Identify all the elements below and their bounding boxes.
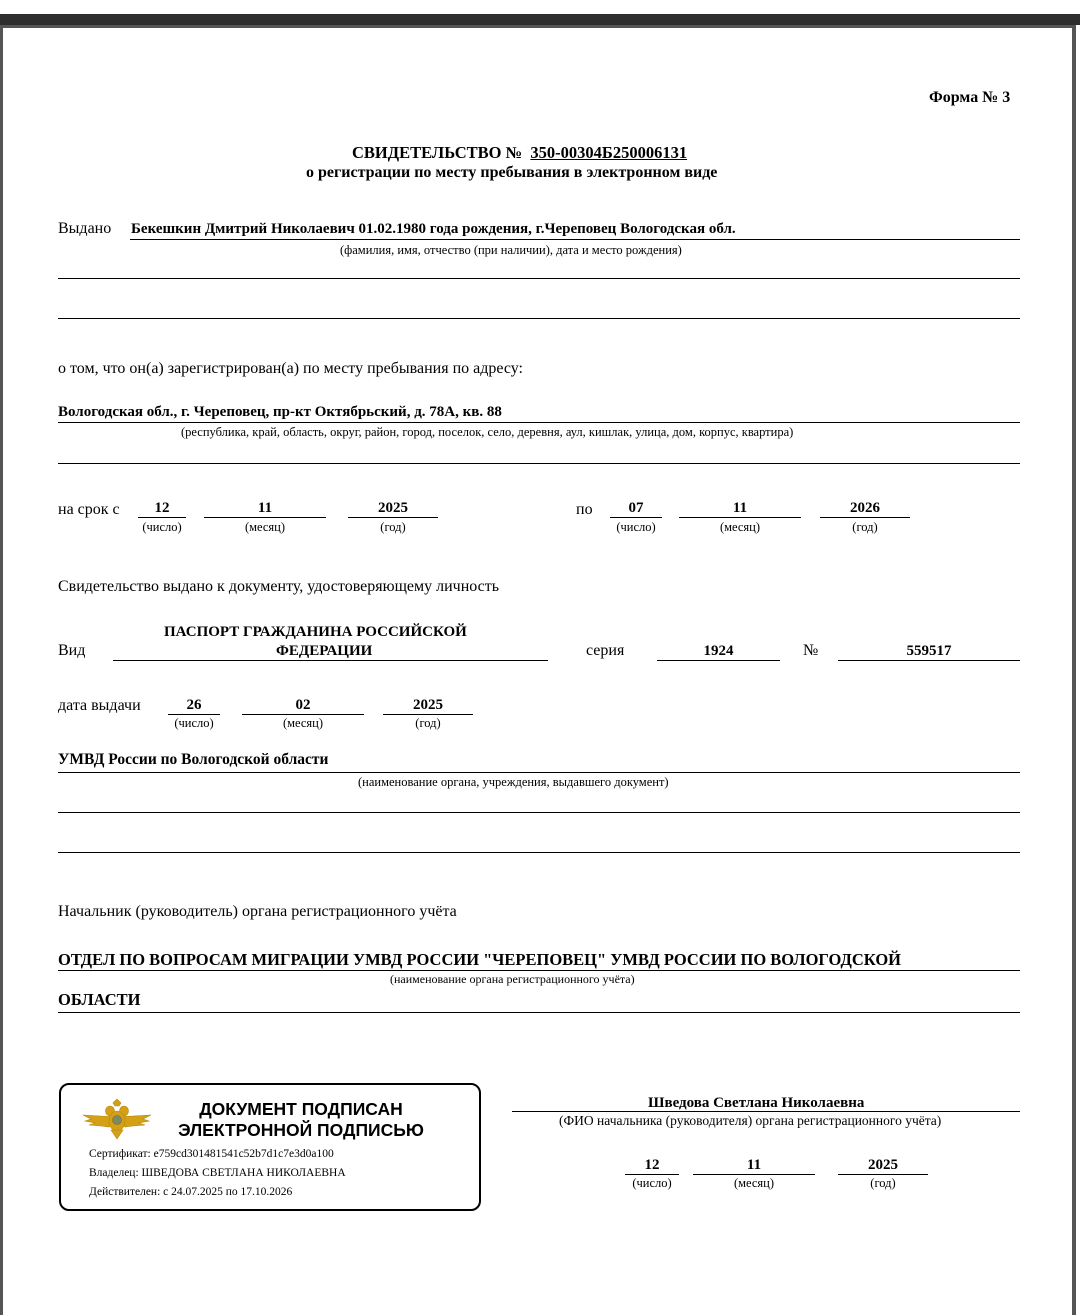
blank-line: [58, 852, 1020, 853]
to-day: 07: [628, 500, 644, 516]
sign-month: 11: [746, 1157, 762, 1173]
issue-day-underline: [168, 714, 220, 715]
to-year: 2026: [850, 500, 880, 516]
blank-line: [58, 318, 1020, 319]
issue-day-hint: (число): [174, 716, 214, 730]
series-value: 1924: [703, 643, 734, 659]
stamp-title-line1: ДОКУМЕНТ ПОДПИСАН: [199, 1099, 403, 1119]
number-underline: [838, 660, 1020, 661]
electronic-signature-stamp: [59, 1083, 481, 1211]
stamp-owner: Владелец: ШВЕДОВА СВЕТЛАНА НИКОЛАЕВНА: [89, 1167, 346, 1179]
from-month-hint: (месяц): [244, 520, 286, 534]
viewer-top-area: [0, 0, 1080, 14]
issuer-underline: [58, 772, 1020, 773]
issued-to-label: Выдано: [58, 220, 112, 237]
stamp-validity: Действителен: с 24.07.2025 по 17.10.2026: [89, 1186, 293, 1198]
id-type-underline: [113, 660, 548, 661]
issued-to-value: Бекешкин Дмитрий Николаевич 01.02.1980 года рождения, г.Череповец Вологодская обл.: [131, 221, 736, 237]
issue-date-label: дата выдачи: [58, 697, 141, 714]
id-type-line2: ФЕДЕРАЦИИ: [276, 643, 373, 659]
from-day-underline: [138, 517, 186, 518]
sign-year-hint: (год): [870, 1176, 896, 1190]
sign-day: 12: [644, 1157, 660, 1173]
series-label: серия: [586, 642, 625, 659]
head-name: Шведова Светлана Николаевна: [648, 1095, 865, 1111]
issuer-hint: (наименование органа, учреждения, выдавшего документ): [358, 775, 669, 789]
issued-to-hint: (фамилия, имя, отчество (при наличии), дата и место рождения): [340, 243, 682, 257]
issue-year-hint: (год): [415, 716, 441, 730]
head-name-hint: (ФИО начальника (руководителя) органа регистрационного учёта): [559, 1113, 942, 1128]
from-year: 2025: [378, 500, 408, 516]
registration-body-underline: [58, 970, 1020, 971]
issue-day: 26: [186, 697, 202, 713]
sign-day-hint: (число): [632, 1176, 672, 1190]
blank-line: [58, 278, 1020, 279]
id-type-label: Вид: [58, 642, 86, 659]
period-to-label: по: [576, 501, 593, 518]
to-day-underline: [610, 517, 662, 518]
id-type-line1: ПАСПОРТ ГРАЖДАНИНА РОССИЙСКОЙ: [164, 624, 467, 640]
sign-year: 2025: [868, 1157, 898, 1173]
issue-year: 2025: [413, 697, 443, 713]
from-month-underline: [204, 517, 326, 518]
viewer-toolbar: [0, 14, 1080, 25]
address-hint: (республика, край, область, округ, район, город, поселок, село, деревня, аул, кишлак, улица, дом, корпус, квартира): [181, 425, 794, 439]
to-month-underline: [679, 517, 801, 518]
from-year-hint: (год): [380, 520, 406, 534]
from-day-hint: (число): [142, 520, 182, 534]
certificate-number: 350-00304Б250006131: [530, 143, 688, 162]
identity-statement: Свидетельство выдано к документу, удостоверяющему личность: [58, 578, 500, 595]
number-value: 559517: [906, 643, 952, 659]
period-from-label: на срок с: [58, 501, 120, 518]
series-underline: [657, 660, 780, 661]
issued-to-underline: [130, 239, 1020, 240]
title-prefix: СВИДЕТЕЛЬСТВО №: [352, 143, 523, 162]
sign-month-underline: [693, 1174, 815, 1175]
head-name-underline: [512, 1111, 1020, 1112]
certificate-title: [352, 143, 687, 163]
issue-month-underline: [242, 714, 364, 715]
registration-body-hint: (наименование органа регистрационного учёта): [390, 972, 635, 986]
to-month: 11: [732, 500, 748, 516]
to-year-hint: (год): [852, 520, 878, 534]
address-value: Вологодская обл., г. Череповец, пр-кт Октябрьский, д. 78А, кв. 88: [58, 404, 502, 420]
blank-line: [58, 463, 1020, 464]
form-label: Форма № 3: [929, 89, 1011, 106]
number-label: №: [803, 642, 819, 659]
registered-statement: о том, что он(а) зарегистрирован(а) по месту пребывания по адресу:: [58, 360, 523, 377]
from-month: 11: [257, 500, 273, 516]
to-year-underline: [820, 517, 910, 518]
issuer-value: УМВД России по Вологодской области: [58, 751, 329, 768]
blank-line: [58, 812, 1020, 813]
mvd-eagle-emblem-icon: [79, 1097, 155, 1143]
sign-day-underline: [625, 1174, 679, 1175]
stamp-certificate: Сертификат: e759cd301481541c52b7d1c7e3d0a100: [89, 1148, 334, 1160]
registration-body-line1: ОТДЕЛ ПО ВОПРОСАМ МИГРАЦИИ УМВД РОССИИ "ЧЕРЕПОВЕЦ" УМВД РОССИИ ПО ВОЛОГОДСКОЙ: [58, 950, 902, 969]
registration-body-line2: ОБЛАСТИ: [58, 990, 141, 1009]
address-underline: [58, 422, 1020, 423]
to-month-hint: (месяц): [719, 520, 761, 534]
issue-month-hint: (месяц): [282, 716, 324, 730]
sign-year-underline: [838, 1174, 928, 1175]
stamp-title-line2: ЭЛЕКТРОННОЙ ПОДПИСЬЮ: [178, 1120, 424, 1140]
issue-month: 02: [295, 697, 311, 713]
sign-month-hint: (месяц): [733, 1176, 775, 1190]
issue-year-underline: [383, 714, 473, 715]
to-day-hint: (число): [616, 520, 656, 534]
from-year-underline: [348, 517, 438, 518]
from-day: 12: [154, 500, 170, 516]
head-label: Начальник (руководитель) органа регистрационного учёта: [58, 903, 457, 920]
registration-body-underline: [58, 1012, 1020, 1013]
certificate-subtitle: о регистрации по месту пребывания в электронном виде: [306, 164, 718, 181]
